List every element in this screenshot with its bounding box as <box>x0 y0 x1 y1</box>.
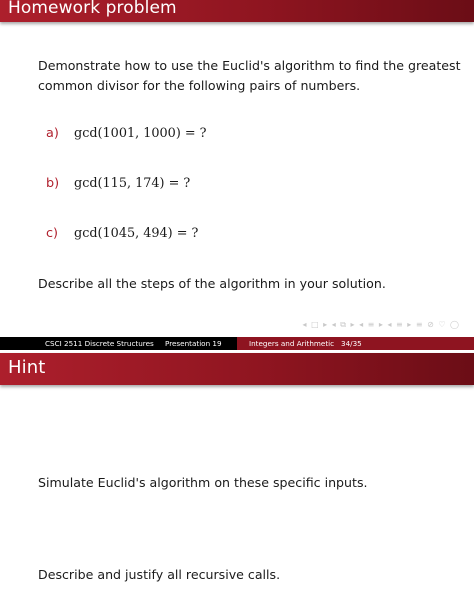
item-expression: gcd(1045, 494) = ? <box>74 226 199 241</box>
item-label: c) <box>46 226 59 241</box>
footer-presentation: Presentation 19 <box>165 337 237 350</box>
item-label: b) <box>46 176 60 191</box>
footer-course: CSCI 2511 Discrete Structures <box>0 337 165 350</box>
item-expression: gcd(1001, 1000) = ? <box>74 126 207 141</box>
hint-line-1: Simulate Euclid's algorithm on these specific inputs. <box>38 475 368 490</box>
footer-page-number: 34/35 <box>337 337 474 350</box>
list-item <box>46 176 190 191</box>
hint-line-2: Describe and justify all recursive calls. <box>38 567 281 582</box>
list-item <box>46 126 207 141</box>
intro-line-2: common divisor for the following pairs of numbers. <box>38 78 361 93</box>
slide-title: Hint <box>8 357 46 378</box>
item-label: a) <box>46 126 59 141</box>
title-bar <box>0 0 474 22</box>
slide-hint <box>0 351 474 604</box>
intro-line-1: Demonstrate how to use the Euclid's algorithm to find the greatest <box>38 58 461 73</box>
footer-topic: Integers and Arithmetic <box>237 337 337 350</box>
slide-title: Homework problem <box>8 0 177 18</box>
title-bar <box>0 353 474 385</box>
list-item <box>46 226 198 241</box>
footer-bar <box>0 337 474 350</box>
navigation-symbols[interactable]: ◂ □ ▸ ◂ ⧉ ▸ ◂ ≡ ▸ ◂ ≡ ▸ ≡ ⊘ ♡ ◯ <box>302 320 460 329</box>
closing-text: Describe all the steps of the algorithm in your solution. <box>38 276 386 291</box>
item-expression: gcd(115, 174) = ? <box>74 176 191 191</box>
